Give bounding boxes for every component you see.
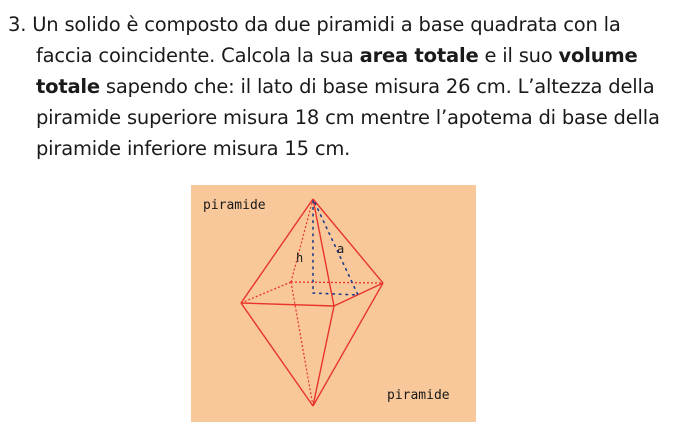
problem-text-line-2-mid: e il suo: [478, 44, 559, 67]
problem-line-4: [8, 102, 692, 133]
problem-number: 3.: [8, 13, 27, 36]
lower-edge-back: [291, 282, 313, 406]
problem-text: [8, 9, 692, 164]
base-apothem-line: [313, 293, 358, 295]
problem-text-line-5: piramide inferiore misura 15 cm.: [36, 137, 351, 160]
bold-area-totale: area totale: [359, 44, 479, 67]
lower-edge-left: [241, 303, 313, 406]
problem-line-3: [8, 71, 692, 102]
problem-line-5: [8, 133, 692, 164]
bipyramid-figure: [191, 185, 476, 422]
lower-edge-right: [313, 283, 383, 406]
upper-edge-right: [313, 199, 383, 283]
label-h: h: [296, 251, 304, 265]
base-back-right-edge: [291, 282, 383, 283]
upper-edge-back: [291, 199, 313, 282]
problem-text-line-4: piramide superiore misura 18 cm mentre l’apotema di base della: [36, 106, 660, 129]
problem-text-line-2: faccia coincidente. Calcola la sua: [36, 44, 360, 67]
bold-totale: totale: [36, 75, 100, 98]
bipyramid-drawing: [191, 185, 476, 422]
problem-text-line-1: Un solido è composto da due piramidi a base quadrata con la: [32, 13, 621, 36]
label-a: a: [337, 242, 345, 256]
label-piramide-top: piramide: [203, 198, 266, 213]
upper-edge-front: [313, 199, 334, 306]
lower-edge-front: [313, 306, 334, 406]
problem-line-2: [8, 40, 692, 71]
bold-volume: volume: [558, 44, 638, 67]
problem-text-line-3: sapendo che: il lato di base misura 26 cm. L’altezza della: [99, 75, 655, 98]
base-front-left-edge: [241, 303, 334, 306]
label-piramide-bottom: piramide: [387, 388, 450, 403]
problem-line-1: [8, 9, 692, 40]
